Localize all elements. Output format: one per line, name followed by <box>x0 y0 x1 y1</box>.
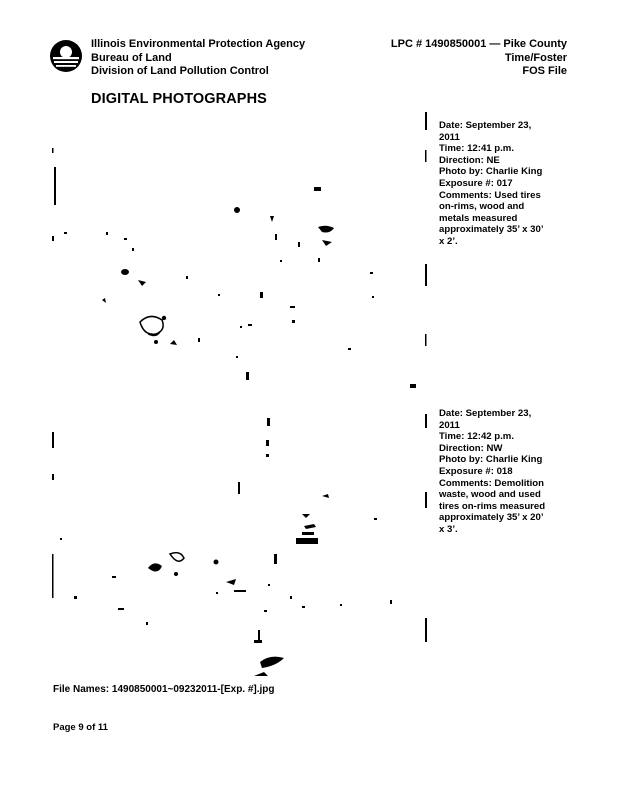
photo-1-year: 2011 <box>439 131 460 143</box>
file-names: File Names: 1490850001~09232011-[Exp. #].jpg <box>53 684 275 695</box>
photo-1-caption <box>439 120 564 248</box>
site-photo-1 <box>40 112 430 402</box>
photo-1-photographer: Photo by: Charlie King <box>439 166 543 178</box>
photo-1-time: Time: 12:41 p.m. <box>439 143 515 155</box>
bureau-name: Bureau of Land <box>91 51 172 64</box>
photo-2-photographer: Photo by: Charlie King <box>439 454 543 466</box>
division-name: Division of Land Pollution Control <box>91 65 269 77</box>
photo-1-comments-line-2: on-rims, wood and <box>439 201 525 213</box>
site-photo-2 <box>40 404 430 688</box>
photo-1-comments-line-1: Comments: Used tires <box>439 189 541 201</box>
photo-1-comments-line-3: metals measured <box>439 212 518 224</box>
photo-2-caption <box>439 408 564 536</box>
photo-2-comments-line-1: Comments: Demolition <box>439 477 545 489</box>
photo-2-image <box>40 404 430 688</box>
photo-2-year: 2011 <box>439 419 460 431</box>
photo-2-exposure: Exposure #: 018 <box>439 465 513 477</box>
page-title: DIGITAL PHOTOGRAPHS <box>91 91 267 107</box>
photo-1-direction: Direction: NE <box>439 154 500 166</box>
photo-1-exposure: Exposure #: 017 <box>439 177 513 189</box>
agency-name: Illinois Environmental Protection Agency <box>91 38 306 50</box>
lpc-number: LPC # 1490850001 — Pike County <box>390 38 567 50</box>
photo-1-date: Date: September 23, <box>439 120 532 131</box>
photo-1-comments-line-5: x 2’. <box>439 235 458 247</box>
agency-seal-icon <box>49 39 83 73</box>
site-name: Time/Foster <box>504 51 567 64</box>
file-type: FOS File <box>522 65 567 77</box>
photo-2-direction: Direction: NW <box>439 442 503 454</box>
page-number: Page 9 of 11 <box>53 722 108 733</box>
site-header <box>391 38 567 79</box>
agency-header <box>91 38 305 79</box>
photo-2-date: Date: September 23, <box>439 408 532 419</box>
agency-logo <box>49 39 83 73</box>
photo-1-comments-line-4: approximately 35’ x 30’ <box>439 224 544 236</box>
photo-2-time: Time: 12:42 p.m. <box>439 431 515 443</box>
photo-2-comments-line-4: approximately 35’ x 20’ <box>439 512 544 524</box>
photo-2-comments-line-2: waste, wood and used <box>439 489 541 501</box>
photo-2-comments-line-3: tires on-rims measured <box>439 500 546 512</box>
photo-2-comments-line-5: x 3’. <box>439 523 458 535</box>
photo-1-image <box>40 112 430 402</box>
